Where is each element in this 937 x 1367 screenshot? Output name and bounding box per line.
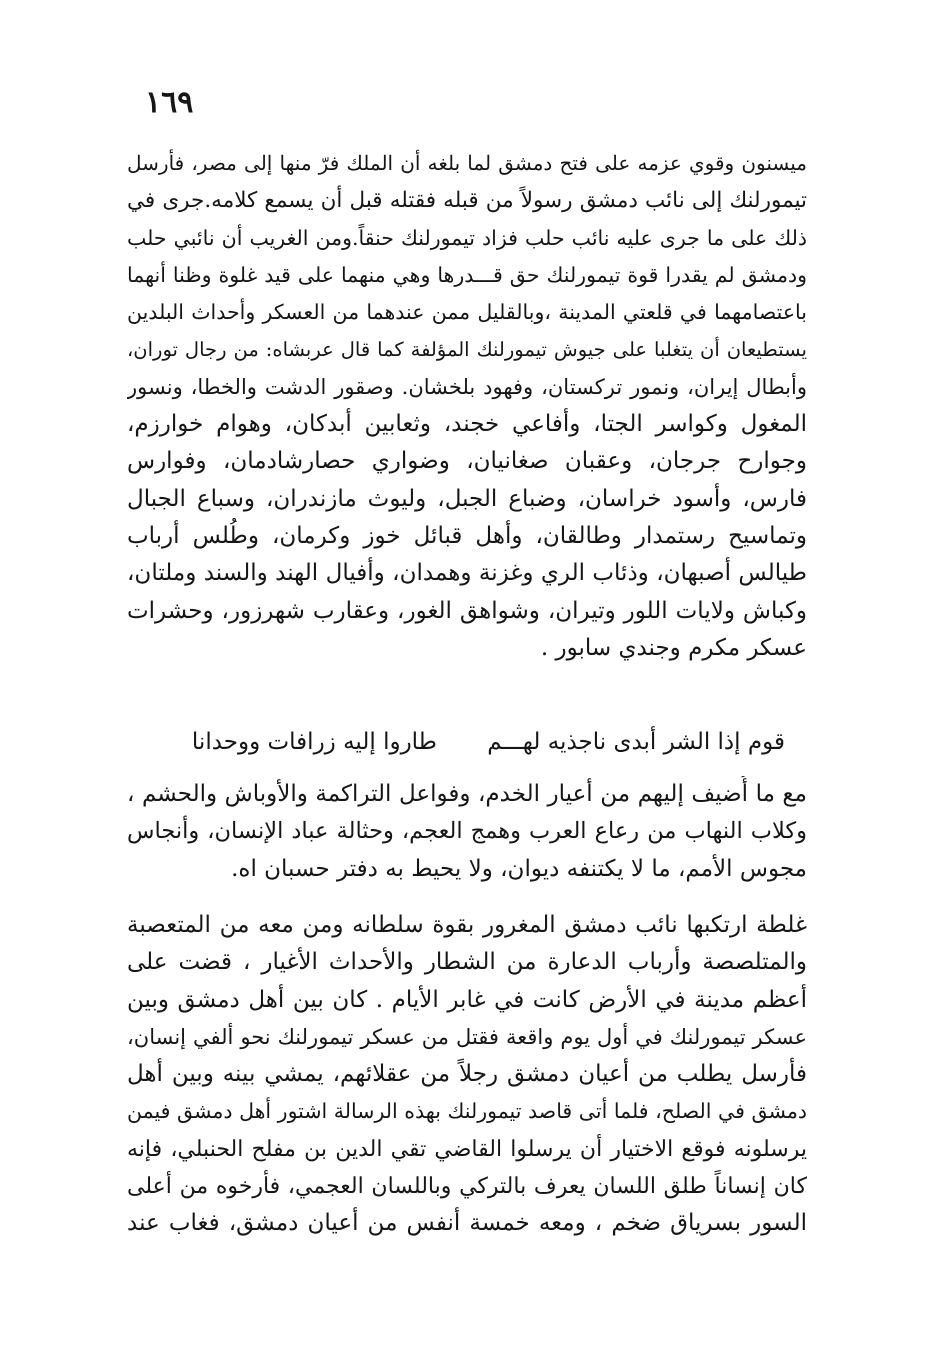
text-line: وجوارح جرجان، وعقبان صغانيان، وضواري حصارشادمان، وفوارس [127, 448, 807, 475]
page-number: ١٦٩ [145, 85, 194, 120]
text-line: دمشق في الصلح، فلما أتى قاصد تيمورلنك بهذه الرسالة اشتور أهل دمشق فيمن [127, 1099, 807, 1124]
text-line: ودمشق لم يقدرا قوة تيمورلنك حق قـــدرها وهي منهما على قيد غلوة وظنا أنهما [127, 262, 807, 287]
text-line: مع ما أُضيف إليهم من أعيار الخدم، وفواعل التراكمة والأوباش والحشم ، [127, 781, 807, 807]
paragraph-3 [127, 907, 807, 1243]
text-line: غلطة ارتكبها نائب دمشق المغرور بقوة سلطانه ومن معه من المتعصبة [127, 912, 807, 938]
text-line: مجوس الأمم، ما لا يكتنفه ديوان، ولا يحيط به دفتر حسبان اه. [231, 855, 807, 882]
text-line: عسكر تيمورلنك في أول يوم واقعة فقتل من عسكر تيمورلنك نحو ألفي إنسان، [127, 1024, 807, 1049]
text-line: وأبطال إيران، ونمور تركستان، وفهود بلخشان. وصقور الدشت والخطا، ونسور [127, 374, 807, 399]
paragraph-1 [127, 145, 807, 667]
text-line: وكباش ولايات اللور وتيران، وشواهق الغور، وعقارب شهرزور، وحشرات [127, 597, 807, 624]
paragraph-2 [127, 776, 807, 888]
text-line: وتماسيح رستمدار وطالقان، وأهل قبائل خوز وكرمان، وطُلس أرباب [127, 522, 807, 549]
text-line: ذلك على ما جرى عليه نائب حلب فزاد تيمورلنك حنقاً.ومن الغريب أن نائبي حلب [127, 225, 807, 250]
text-line: طيالس أصبهان، وذئاب الري وغزنة وهمدان، وأفيال الهند والسند وملتان، [127, 560, 807, 587]
text-line: ميسنون وقوي عزمه على فتح دمشق لما بلغه أن الملك فرّ منها إلى مصر، فأرسل [127, 151, 807, 175]
text-line: المغول وكواسر الجتا، وأفاعي خجند، وثعابين أبدكان، وهوام خوارزم، [127, 411, 807, 438]
verse-first-hemistich: قوم إذا الشر أبدى ناجذيه لهـــم [487, 729, 785, 755]
poetry-verse [127, 722, 807, 762]
verse-second-hemistich: طاروا إليه زرافات ووحدانا [191, 729, 437, 755]
text-line: فأرسل يطلب من أعيان دمشق رجلاً من عقلائهم، يمشي بينه وبين أهل [127, 1061, 807, 1088]
text-line: أعظم مدينة في الأرض كانت في غابر الأيام . كان بين أهل دمشق وبين [127, 986, 807, 1013]
text-line: والمتلصصة وأرباب الدعارة من الشطار والأحداث الأغيار ، قضت على [127, 949, 807, 976]
text-line: يستطيعان أن يتغلبا على جيوش تيمورلنك المؤلفة كما قال عربشاه: من رجال توران، [127, 338, 807, 362]
text-line: فارس، وأسود خراسان، وضباع الجبل، وليوث مازندران، وسباع الجبال [127, 485, 807, 512]
text-line: تيمورلنك إلى نائب دمشق رسولاً من قبله فقتله قبل أن يسمع كلامه.جرى في [127, 188, 807, 214]
text-line: السور بسرياق ضخم ، ومعه خمسة أنفس من أعيان دمشق، فغاب عند [127, 1210, 807, 1237]
text-line: يرسلونه فوقع الاختيار أن يرسلوا القاضي تقي الدين بن مفلح الحنبلي، فإنه [127, 1136, 807, 1162]
text-line: كان إنساناً طلق اللسان يعرف بالتركي وباللسان العجمي، فأرخوه من أعلى [127, 1174, 807, 1200]
text-line: باعتصامهما في قلعتي المدينة ،وبالقليل ممن عندهما من العسكر وأحداث البلدين [127, 300, 807, 325]
text-line: عسكر مكرم وجندي سابور . [540, 634, 807, 661]
text-line: وكلاب النهاب من رعاع العرب وهمج العجم، وحثالة عباد الإنسان، وأنجاس [127, 818, 807, 845]
